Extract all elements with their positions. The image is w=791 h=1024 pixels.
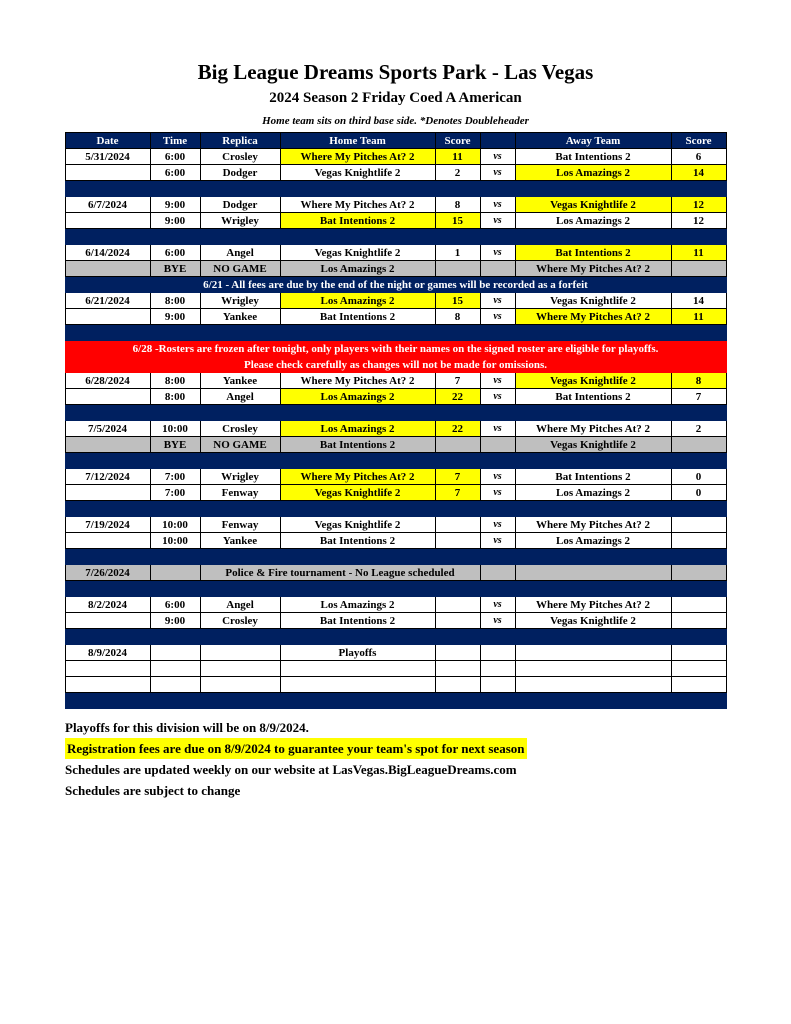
- vs-label: vs: [480, 597, 515, 613]
- game-row: [65, 469, 726, 485]
- time-cell: 10:00: [150, 517, 200, 533]
- separator-row: [65, 405, 726, 421]
- vs-label: vs: [480, 373, 515, 389]
- replica-cell: [200, 645, 280, 661]
- bye-label: BYE: [150, 261, 200, 277]
- time-cell: 9:00: [150, 197, 200, 213]
- date-cell: [65, 165, 150, 181]
- footer: [65, 717, 726, 801]
- schedule-table: [65, 132, 727, 709]
- home-score-cell: [435, 597, 480, 613]
- home-team-cell: Where My Pitches At? 2: [280, 373, 435, 389]
- home-score-cell: 7: [435, 373, 480, 389]
- replica-cell: Wrigley: [200, 213, 280, 229]
- page-subtitle: 2024 Season 2 Friday Coed A American: [269, 90, 522, 106]
- away-score-cell: [671, 661, 726, 677]
- game-row: [65, 309, 726, 325]
- date-cell: [65, 661, 150, 677]
- vs-label: vs: [480, 469, 515, 485]
- game-row: [65, 421, 726, 437]
- time-cell: 8:00: [150, 389, 200, 405]
- away-team-cell: Where My Pitches At? 2: [515, 309, 671, 325]
- footer-playoffs-note: Playoffs for this division will be on 8/9/2024.: [65, 720, 309, 735]
- separator-bar: [65, 693, 726, 709]
- table-body: [65, 149, 726, 709]
- away-team-cell: Bat Intentions 2: [515, 245, 671, 261]
- home-score-cell: 11: [435, 149, 480, 165]
- vs-cell: [480, 437, 515, 453]
- vs-label: vs: [480, 389, 515, 405]
- home-score-cell: [435, 613, 480, 629]
- home-score-cell: [435, 437, 480, 453]
- home-team-cell: Los Amazings 2: [280, 293, 435, 309]
- separator-row: [65, 581, 726, 597]
- separator-row: [65, 229, 726, 245]
- date-cell: 5/31/2024: [65, 149, 150, 165]
- away-team-cell: Vegas Knightlife 2: [515, 197, 671, 213]
- away-team-cell: [515, 677, 671, 693]
- fees-notice-text: 6/21 - All fees are due by the end of the night or games will be recorded as a forfeit: [65, 277, 726, 293]
- away-team-cell: Bat Intentions 2: [515, 469, 671, 485]
- date-cell: [65, 213, 150, 229]
- home-team-cell: Los Amazings 2: [280, 597, 435, 613]
- away-team-cell: [515, 565, 671, 581]
- away-team-cell: Bat Intentions 2: [515, 149, 671, 165]
- away-score-cell: 14: [671, 165, 726, 181]
- vs-label: vs: [480, 517, 515, 533]
- vs-label: vs: [480, 309, 515, 325]
- game-row: [65, 485, 726, 501]
- vs-cell: [480, 661, 515, 677]
- home-score-cell: 15: [435, 293, 480, 309]
- date-cell: 6/14/2024: [65, 245, 150, 261]
- home-team-cell: Where My Pitches At? 2: [280, 149, 435, 165]
- replica-cell: Crosley: [200, 149, 280, 165]
- away-score-cell: [671, 677, 726, 693]
- date-cell: [65, 389, 150, 405]
- game-row: [65, 245, 726, 261]
- date-cell: [65, 677, 150, 693]
- home-team-cell: Vegas Knightlife 2: [280, 485, 435, 501]
- home-team-cell: Bat Intentions 2: [280, 309, 435, 325]
- replica-cell: Angel: [200, 389, 280, 405]
- away-score-cell: 0: [671, 485, 726, 501]
- home-team-cell: Los Amazings 2: [280, 421, 435, 437]
- away-team-cell: Where My Pitches At? 2: [515, 261, 671, 277]
- home-score-cell: [435, 517, 480, 533]
- header-time: Time: [150, 133, 200, 149]
- time-cell: 6:00: [150, 149, 200, 165]
- separator-row: [65, 629, 726, 645]
- home-team-cell: [280, 661, 435, 677]
- time-cell: 6:00: [150, 165, 200, 181]
- header-replica: Replica: [200, 133, 280, 149]
- game-row: [65, 197, 726, 213]
- date-cell: [65, 613, 150, 629]
- home-team-cell: [280, 677, 435, 693]
- time-cell: 9:00: [150, 213, 200, 229]
- away-score-cell: 2: [671, 421, 726, 437]
- replica-cell: [200, 661, 280, 677]
- away-team-cell: [515, 661, 671, 677]
- vs-label: vs: [480, 213, 515, 229]
- no-game-label: NO GAME: [200, 437, 280, 453]
- away-score-cell: [671, 613, 726, 629]
- game-row: [65, 389, 726, 405]
- away-team-cell: Vegas Knightlife 2: [515, 293, 671, 309]
- separator-bar: [65, 405, 726, 421]
- home-team-cell: Bat Intentions 2: [280, 613, 435, 629]
- page-title: Big League Dreams Sports Park - Las Vegas: [197, 60, 594, 84]
- date-cell: 8/2/2024: [65, 597, 150, 613]
- vs-label: vs: [480, 149, 515, 165]
- away-score-cell: 6: [671, 149, 726, 165]
- time-cell: 7:00: [150, 469, 200, 485]
- separator-row: [65, 453, 726, 469]
- header-score: Score: [435, 133, 480, 149]
- home-score-cell: 7: [435, 469, 480, 485]
- home-score-cell: [435, 677, 480, 693]
- header-row: [65, 133, 726, 149]
- footer-website-note: Schedules are updated weekly on our website at LasVegas.BigLeagueDreams.com: [65, 762, 517, 777]
- notice-row: [65, 277, 726, 293]
- game-row: [65, 597, 726, 613]
- tournament-row: [65, 565, 726, 581]
- game-row: [65, 373, 726, 389]
- footer-registration-note: Registration fees are due on 8/9/2024 to guarantee your team's spot for next season: [65, 738, 527, 759]
- time-cell: 9:00: [150, 613, 200, 629]
- away-team-cell: Where My Pitches At? 2: [515, 421, 671, 437]
- game-row: [65, 613, 726, 629]
- away-score-cell: [671, 517, 726, 533]
- home-team-cell: Vegas Knightlife 2: [280, 165, 435, 181]
- game-row: [65, 293, 726, 309]
- home-score-cell: 22: [435, 389, 480, 405]
- header-home-team: Home Team: [280, 133, 435, 149]
- home-score-cell: [435, 661, 480, 677]
- separator-bar: [65, 549, 726, 565]
- bye-label: BYE: [150, 437, 200, 453]
- time-cell: 8:00: [150, 373, 200, 389]
- date-cell: 8/9/2024: [65, 645, 150, 661]
- replica-cell: Fenway: [200, 517, 280, 533]
- vs-cell: [480, 645, 515, 661]
- home-score-cell: 8: [435, 309, 480, 325]
- game-row: [65, 517, 726, 533]
- away-team-cell: Vegas Knightlife 2: [515, 373, 671, 389]
- home-score-cell: 2: [435, 165, 480, 181]
- separator-bar: [65, 325, 726, 341]
- vs-cell: [480, 261, 515, 277]
- time-cell: 10:00: [150, 421, 200, 437]
- away-team-cell: Bat Intentions 2: [515, 389, 671, 405]
- separator-bar: [65, 181, 726, 197]
- vs-label: vs: [480, 613, 515, 629]
- time-cell: [150, 565, 200, 581]
- home-team-note: Home team sits on third base side. *Denotes Doubleheader: [262, 115, 529, 127]
- home-team-cell: Vegas Knightlife 2: [280, 517, 435, 533]
- away-score-cell: [671, 437, 726, 453]
- time-cell: 9:00: [150, 309, 200, 325]
- away-score-cell: 14: [671, 293, 726, 309]
- roster-alert-text: Please check carefully as changes will not be made for omissions.: [65, 357, 726, 373]
- home-team-cell: Vegas Knightlife 2: [280, 245, 435, 261]
- no-game-label: NO GAME: [200, 261, 280, 277]
- replica-cell: Angel: [200, 245, 280, 261]
- away-score-cell: 12: [671, 197, 726, 213]
- game-row: [65, 165, 726, 181]
- time-cell: 10:00: [150, 533, 200, 549]
- separator-row: [65, 181, 726, 197]
- away-team-cell: Where My Pitches At? 2: [515, 597, 671, 613]
- home-score-cell: 1: [435, 245, 480, 261]
- replica-cell: Yankee: [200, 373, 280, 389]
- time-cell: 7:00: [150, 485, 200, 501]
- vs-label: vs: [480, 197, 515, 213]
- replica-cell: Angel: [200, 597, 280, 613]
- bye-row: [65, 437, 726, 453]
- home-team-cell: Where My Pitches At? 2: [280, 197, 435, 213]
- away-team-cell: Los Amazings 2: [515, 485, 671, 501]
- away-score-cell: 12: [671, 213, 726, 229]
- alert-row: [65, 341, 726, 357]
- away-score-cell: 7: [671, 389, 726, 405]
- away-score-cell: [671, 565, 726, 581]
- away-score-cell: 8: [671, 373, 726, 389]
- replica-cell: Crosley: [200, 613, 280, 629]
- away-score-cell: [671, 533, 726, 549]
- bye-row: [65, 261, 726, 277]
- alert-row: [65, 357, 726, 373]
- separator-row: [65, 549, 726, 565]
- replica-cell: Wrigley: [200, 469, 280, 485]
- away-team-cell: Los Amazings 2: [515, 213, 671, 229]
- time-cell: 6:00: [150, 597, 200, 613]
- header-vs: [480, 133, 515, 149]
- away-score-cell: 0: [671, 469, 726, 485]
- playoffs-label: Playoffs: [280, 645, 435, 661]
- away-score-cell: [671, 645, 726, 661]
- game-row: [65, 149, 726, 165]
- separator-row: [65, 693, 726, 709]
- away-team-cell: [515, 645, 671, 661]
- away-score-cell: 11: [671, 245, 726, 261]
- replica-cell: Fenway: [200, 485, 280, 501]
- vs-label: vs: [480, 293, 515, 309]
- replica-cell: Dodger: [200, 197, 280, 213]
- date-cell: 7/12/2024: [65, 469, 150, 485]
- home-score-cell: 22: [435, 421, 480, 437]
- game-row: [65, 533, 726, 549]
- home-team-cell: Los Amazings 2: [280, 261, 435, 277]
- footer-subject-to-change-note: Schedules are subject to change: [65, 783, 241, 798]
- header-away-team: Away Team: [515, 133, 671, 149]
- date-cell: 6/7/2024: [65, 197, 150, 213]
- replica-cell: Yankee: [200, 309, 280, 325]
- footer-registration-line: [65, 738, 726, 759]
- date-cell: 7/19/2024: [65, 517, 150, 533]
- roster-alert-text: 6/28 -Rosters are frozen after tonight, only players with their names on the signed roster are eligible for playoffs.: [65, 341, 726, 357]
- home-score-cell: 8: [435, 197, 480, 213]
- separator-bar: [65, 453, 726, 469]
- vs-cell: [480, 565, 515, 581]
- date-cell: [65, 437, 150, 453]
- date-cell: 7/5/2024: [65, 421, 150, 437]
- home-team-cell: Los Amazings 2: [280, 389, 435, 405]
- separator-bar: [65, 629, 726, 645]
- vs-label: vs: [480, 245, 515, 261]
- tournament-text: Police & Fire tournament - No League scheduled: [200, 565, 480, 581]
- replica-cell: Wrigley: [200, 293, 280, 309]
- header-date: Date: [65, 133, 150, 149]
- vs-label: vs: [480, 533, 515, 549]
- away-score-cell: [671, 261, 726, 277]
- home-score-cell: [435, 645, 480, 661]
- away-team-cell: Vegas Knightlife 2: [515, 437, 671, 453]
- time-cell: [150, 661, 200, 677]
- home-score-cell: [435, 533, 480, 549]
- home-score-cell: 15: [435, 213, 480, 229]
- game-row: [65, 213, 726, 229]
- date-cell: [65, 533, 150, 549]
- time-cell: [150, 645, 200, 661]
- header-score: Score: [671, 133, 726, 149]
- time-cell: 8:00: [150, 293, 200, 309]
- separator-row: [65, 501, 726, 517]
- date-cell: [65, 261, 150, 277]
- home-team-cell: Bat Intentions 2: [280, 437, 435, 453]
- replica-cell: Crosley: [200, 421, 280, 437]
- time-cell: [150, 677, 200, 693]
- home-team-cell: Bat Intentions 2: [280, 213, 435, 229]
- separator-row: [65, 325, 726, 341]
- away-score-cell: [671, 597, 726, 613]
- separator-bar: [65, 229, 726, 245]
- away-team-cell: Los Amazings 2: [515, 165, 671, 181]
- away-team-cell: Los Amazings 2: [515, 533, 671, 549]
- separator-bar: [65, 501, 726, 517]
- date-cell: [65, 309, 150, 325]
- date-cell: 7/26/2024: [65, 565, 150, 581]
- separator-bar: [65, 581, 726, 597]
- empty-row: [65, 677, 726, 693]
- away-team-cell: Where My Pitches At? 2: [515, 517, 671, 533]
- time-cell: 6:00: [150, 245, 200, 261]
- home-team-cell: Where My Pitches At? 2: [280, 469, 435, 485]
- vs-cell: [480, 677, 515, 693]
- away-team-cell: Vegas Knightlife 2: [515, 613, 671, 629]
- playoffs-row: [65, 645, 726, 661]
- away-score-cell: 11: [671, 309, 726, 325]
- vs-label: vs: [480, 421, 515, 437]
- replica-cell: [200, 677, 280, 693]
- date-cell: 6/21/2024: [65, 293, 150, 309]
- vs-label: vs: [480, 165, 515, 181]
- table-header: [65, 133, 726, 149]
- home-team-cell: Bat Intentions 2: [280, 533, 435, 549]
- replica-cell: Dodger: [200, 165, 280, 181]
- replica-cell: Yankee: [200, 533, 280, 549]
- empty-row: [65, 661, 726, 677]
- date-cell: 6/28/2024: [65, 373, 150, 389]
- home-score-cell: [435, 261, 480, 277]
- date-cell: [65, 485, 150, 501]
- vs-label: vs: [480, 485, 515, 501]
- home-score-cell: 7: [435, 485, 480, 501]
